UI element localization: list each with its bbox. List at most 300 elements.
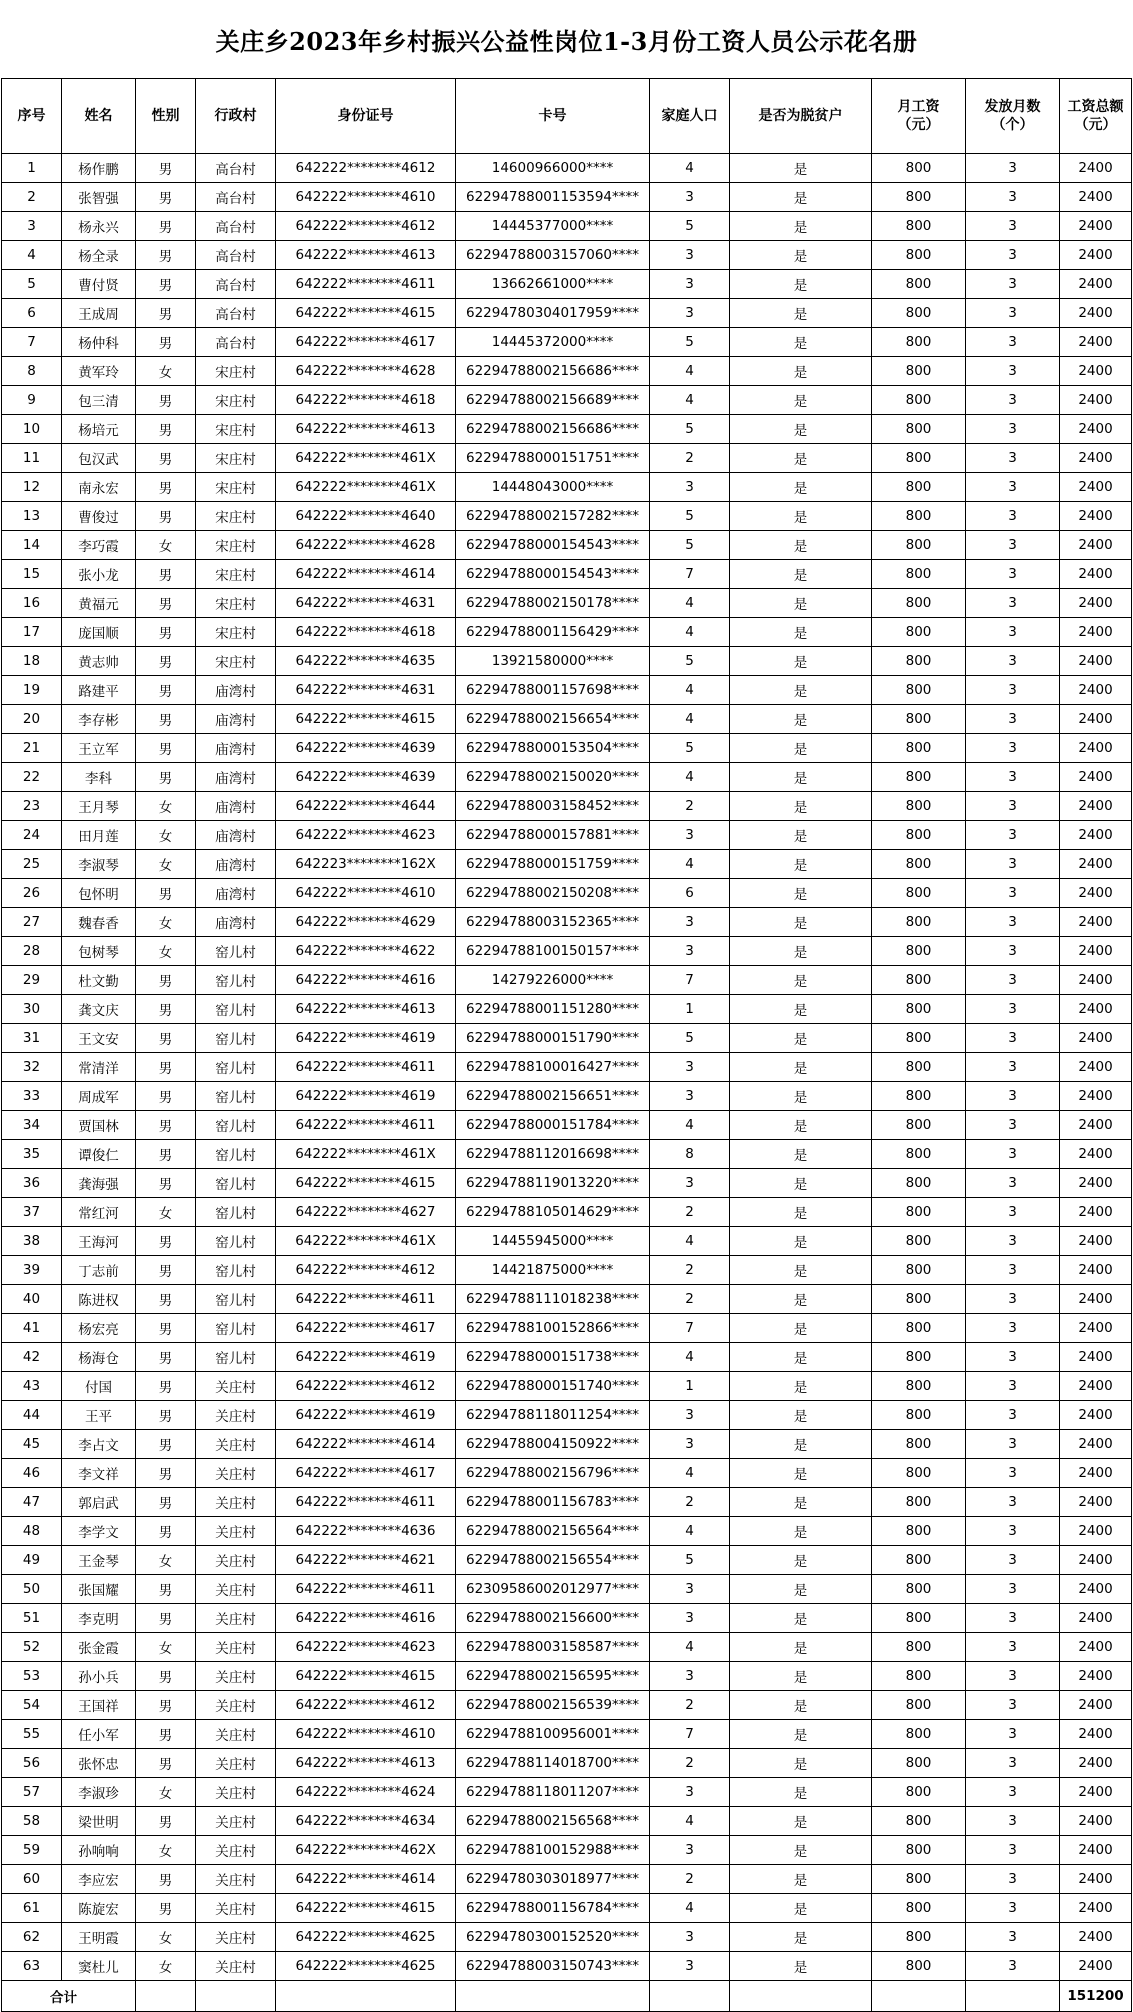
cell-family-size: 3 [650,821,730,850]
header-months [966,79,1060,154]
cell-total-wage: 2400 [1060,415,1132,444]
cell-total-wage: 2400 [1060,1604,1132,1633]
cell-gender: 男 [136,415,196,444]
cell-total-wage: 2400 [1060,908,1132,937]
cell-months-paid: 3 [966,1140,1060,1169]
cell-total-wage: 2400 [1060,1053,1132,1082]
cell-total-wage: 2400 [1060,792,1132,821]
cell-family-size: 6 [650,879,730,908]
cell-gender: 男 [136,1691,196,1720]
cell-months-paid: 3 [966,1430,1060,1459]
cell-name: 杨海仓 [62,1343,136,1372]
cell-family-size: 1 [650,995,730,1024]
cell-gender: 男 [136,1053,196,1082]
cell-total-wage: 2400 [1060,1285,1132,1314]
cell-id-number: 642222********4612 [276,154,456,183]
cell-id-number: 642222********4640 [276,502,456,531]
cell-no: 15 [2,560,62,589]
cell-total-wage: 2400 [1060,995,1132,1024]
cell-village: 关庄村 [196,1952,276,1981]
cell-card-number: 62294788114018700**** [456,1749,650,1778]
cell-village: 窑儿村 [196,1140,276,1169]
cell-months-paid: 3 [966,1256,1060,1285]
cell-card-number: 14279226000**** [456,966,650,995]
cell-family-size: 4 [650,154,730,183]
cell-village: 关庄村 [196,1401,276,1430]
cell-months-paid: 3 [966,1343,1060,1372]
cell-village: 宋庄村 [196,589,276,618]
cell-card-number: 62294788002156600**** [456,1604,650,1633]
cell-gender: 女 [136,850,196,879]
cell-card-number: 62294788112016698**** [456,1140,650,1169]
cell-gender: 男 [136,1111,196,1140]
cell-no: 17 [2,618,62,647]
cell-id-number: 642222********4628 [276,357,456,386]
cell-poverty-status: 是 [730,1198,872,1227]
total-empty-cell [966,1981,1060,2012]
cell-months-paid: 3 [966,386,1060,415]
cell-months-paid: 3 [966,995,1060,1024]
cell-months-paid: 3 [966,705,1060,734]
cell-monthly-wage: 800 [872,328,966,357]
cell-poverty-status: 是 [730,1923,872,1952]
total-empty-cell [276,1981,456,2012]
cell-name: 包汉武 [62,444,136,473]
cell-monthly-wage: 800 [872,937,966,966]
cell-village: 高台村 [196,328,276,357]
cell-card-number: 62294780304017959**** [456,299,650,328]
table-row [2,357,1132,386]
cell-village: 关庄村 [196,1865,276,1894]
cell-name: 黄军玲 [62,357,136,386]
cell-no: 40 [2,1285,62,1314]
table-row [2,1169,1132,1198]
cell-village: 窑儿村 [196,1314,276,1343]
cell-id-number: 642222********4615 [276,1662,456,1691]
cell-village: 窑儿村 [196,1024,276,1053]
cell-no: 11 [2,444,62,473]
cell-poverty-status: 是 [730,1836,872,1865]
cell-family-size: 4 [650,705,730,734]
cell-card-number: 14421875000**** [456,1256,650,1285]
cell-no: 2 [2,183,62,212]
cell-months-paid: 3 [966,734,1060,763]
cell-village: 庙湾村 [196,879,276,908]
table-row [2,937,1132,966]
cell-family-size: 3 [650,908,730,937]
cell-poverty-status: 是 [730,1604,872,1633]
cell-card-number: 62294788111018238**** [456,1285,650,1314]
table-row [2,183,1132,212]
cell-no: 14 [2,531,62,560]
cell-no: 62 [2,1923,62,1952]
cell-name: 王成周 [62,299,136,328]
cell-monthly-wage: 800 [872,1778,966,1807]
cell-village: 窑儿村 [196,995,276,1024]
cell-village: 关庄村 [196,1372,276,1401]
cell-gender: 男 [136,734,196,763]
cell-months-paid: 3 [966,937,1060,966]
cell-name: 陈进权 [62,1285,136,1314]
cell-monthly-wage: 800 [872,299,966,328]
cell-card-number: 62294788002156654**** [456,705,650,734]
cell-monthly-wage: 800 [872,1198,966,1227]
cell-id-number: 642222********4623 [276,1633,456,1662]
cell-poverty-status: 是 [730,1053,872,1082]
cell-village: 庙湾村 [196,705,276,734]
cell-monthly-wage: 800 [872,560,966,589]
cell-family-size: 3 [650,299,730,328]
cell-months-paid: 3 [966,1807,1060,1836]
cell-monthly-wage: 800 [872,676,966,705]
table-row [2,676,1132,705]
cell-name: 杨仲科 [62,328,136,357]
cell-poverty-status: 是 [730,357,872,386]
cell-no: 48 [2,1517,62,1546]
table-row [2,386,1132,415]
header-monthly-line2: （元） [897,117,940,133]
cell-id-number: 642222********4617 [276,1459,456,1488]
cell-village: 宋庄村 [196,473,276,502]
cell-village: 庙湾村 [196,763,276,792]
cell-name: 路建平 [62,676,136,705]
cell-village: 窑儿村 [196,937,276,966]
cell-gender: 女 [136,1952,196,1981]
cell-total-wage: 2400 [1060,879,1132,908]
cell-village: 宋庄村 [196,502,276,531]
cell-card-number: 62294788001153594**** [456,183,650,212]
cell-months-paid: 3 [966,1749,1060,1778]
cell-total-wage: 2400 [1060,1024,1132,1053]
table-row [2,1778,1132,1807]
cell-no: 52 [2,1633,62,1662]
roster-body [2,154,1132,1981]
roster-table-wrapper [1,78,1131,2012]
cell-poverty-status: 是 [730,1314,872,1343]
cell-family-size: 5 [650,502,730,531]
cell-poverty-status: 是 [730,386,872,415]
cell-family-size: 7 [650,1720,730,1749]
cell-total-wage: 2400 [1060,1430,1132,1459]
cell-gender: 男 [136,966,196,995]
cell-id-number: 642222********4611 [276,1488,456,1517]
cell-name: 杨宏亮 [62,1314,136,1343]
cell-name: 谭俊仁 [62,1140,136,1169]
cell-poverty-status: 是 [730,270,872,299]
cell-card-number: 62294788118011254**** [456,1401,650,1430]
cell-family-size: 3 [650,473,730,502]
cell-village: 关庄村 [196,1691,276,1720]
header-village: 行政村 [196,79,276,154]
cell-no: 38 [2,1227,62,1256]
cell-card-number: 62294788000151740**** [456,1372,650,1401]
cell-gender: 男 [136,1575,196,1604]
cell-card-number: 62294780300152520**** [456,1923,650,1952]
cell-name: 南永宏 [62,473,136,502]
cell-name: 陈旋宏 [62,1894,136,1923]
table-row [2,270,1132,299]
cell-months-paid: 3 [966,1053,1060,1082]
cell-id-number: 642222********4614 [276,1430,456,1459]
cell-card-number: 62294788001151280**** [456,995,650,1024]
table-row [2,473,1132,502]
cell-name: 王明霞 [62,1923,136,1952]
table-row [2,1227,1132,1256]
cell-poverty-status: 是 [730,328,872,357]
cell-poverty-status: 是 [730,1488,872,1517]
table-row [2,1082,1132,1111]
cell-total-wage: 2400 [1060,1488,1132,1517]
cell-id-number: 642222********4611 [276,1111,456,1140]
cell-village: 关庄村 [196,1517,276,1546]
cell-card-number: 62294788000154543**** [456,531,650,560]
cell-total-wage: 2400 [1060,299,1132,328]
table-row [2,1517,1132,1546]
cell-monthly-wage: 800 [872,647,966,676]
cell-gender: 男 [136,618,196,647]
cell-total-wage: 2400 [1060,1720,1132,1749]
cell-gender: 男 [136,995,196,1024]
cell-village: 关庄村 [196,1546,276,1575]
cell-total-wage: 2400 [1060,1633,1132,1662]
cell-gender: 男 [136,502,196,531]
cell-monthly-wage: 800 [872,1517,966,1546]
cell-family-size: 2 [650,1691,730,1720]
header-total [1060,79,1132,154]
cell-no: 51 [2,1604,62,1633]
cell-no: 30 [2,995,62,1024]
cell-id-number: 642222********461X [276,1140,456,1169]
table-row [2,212,1132,241]
cell-name: 魏春香 [62,908,136,937]
table-row [2,1343,1132,1372]
cell-id-number: 642222********4613 [276,241,456,270]
header-family: 家庭人口 [650,79,730,154]
cell-id-number: 642222********4613 [276,995,456,1024]
cell-no: 18 [2,647,62,676]
cell-id-number: 642222********4613 [276,415,456,444]
cell-poverty-status: 是 [730,995,872,1024]
cell-gender: 女 [136,531,196,560]
cell-card-number: 62294788118011207**** [456,1778,650,1807]
table-row [2,444,1132,473]
cell-id-number: 642222********4631 [276,676,456,705]
cell-no: 32 [2,1053,62,1082]
header-card: 卡号 [456,79,650,154]
header-monthly-line1: 月工资 [897,99,940,115]
header-poor: 是否为脱贫户 [730,79,872,154]
cell-card-number: 14600966000**** [456,154,650,183]
cell-monthly-wage: 800 [872,1865,966,1894]
table-row [2,1923,1132,1952]
cell-gender: 男 [136,1604,196,1633]
cell-monthly-wage: 800 [872,1285,966,1314]
cell-village: 窑儿村 [196,1053,276,1082]
cell-village: 庙湾村 [196,792,276,821]
cell-id-number: 642222********461X [276,1227,456,1256]
cell-family-size: 1 [650,1372,730,1401]
cell-gender: 男 [136,212,196,241]
cell-name: 郭启武 [62,1488,136,1517]
total-empty-cell [456,1981,650,2012]
cell-monthly-wage: 800 [872,212,966,241]
table-row [2,1865,1132,1894]
cell-poverty-status: 是 [730,1865,872,1894]
cell-id-number: 642222********461X [276,473,456,502]
cell-card-number: 62294788001156429**** [456,618,650,647]
cell-village: 庙湾村 [196,734,276,763]
cell-name: 龚海强 [62,1169,136,1198]
cell-gender: 女 [136,821,196,850]
cell-no: 56 [2,1749,62,1778]
cell-poverty-status: 是 [730,1517,872,1546]
cell-poverty-status: 是 [730,1662,872,1691]
cell-months-paid: 3 [966,1575,1060,1604]
cell-id-number: 642222********4629 [276,908,456,937]
cell-gender: 女 [136,908,196,937]
cell-gender: 男 [136,560,196,589]
cell-family-size: 3 [650,1430,730,1459]
cell-name: 窦杜儿 [62,1952,136,1981]
cell-no: 49 [2,1546,62,1575]
cell-no: 61 [2,1894,62,1923]
cell-poverty-status: 是 [730,1024,872,1053]
cell-family-size: 5 [650,1546,730,1575]
cell-poverty-status: 是 [730,444,872,473]
cell-card-number: 62294788002156796**** [456,1459,650,1488]
table-row [2,792,1132,821]
table-row [2,154,1132,183]
cell-name: 田月莲 [62,821,136,850]
cell-poverty-status: 是 [730,908,872,937]
cell-months-paid: 3 [966,299,1060,328]
cell-no: 45 [2,1430,62,1459]
cell-name: 杨作鹏 [62,154,136,183]
cell-family-size: 3 [650,241,730,270]
cell-total-wage: 2400 [1060,1517,1132,1546]
cell-no: 21 [2,734,62,763]
cell-monthly-wage: 800 [872,1111,966,1140]
cell-family-size: 5 [650,415,730,444]
cell-months-paid: 3 [966,502,1060,531]
cell-village: 高台村 [196,299,276,328]
cell-card-number: 62294788002150208**** [456,879,650,908]
cell-id-number: 642222********4611 [276,1575,456,1604]
cell-family-size: 3 [650,1836,730,1865]
cell-gender: 女 [136,1778,196,1807]
table-row [2,502,1132,531]
cell-family-size: 2 [650,444,730,473]
cell-card-number: 62294788003158452**** [456,792,650,821]
cell-card-number: 14455945000**** [456,1227,650,1256]
table-row [2,1836,1132,1865]
table-row [2,299,1132,328]
cell-monthly-wage: 800 [872,1140,966,1169]
cell-card-number: 62294788100956001**** [456,1720,650,1749]
cell-card-number: 62294788000151751**** [456,444,650,473]
cell-id-number: 642222********4619 [276,1082,456,1111]
cell-family-size: 4 [650,357,730,386]
table-row [2,1111,1132,1140]
cell-gender: 女 [136,1923,196,1952]
total-empty-cell [650,1981,730,2012]
cell-gender: 男 [136,647,196,676]
cell-id-number: 642222********4616 [276,1604,456,1633]
cell-village: 窑儿村 [196,1082,276,1111]
cell-gender: 男 [136,1140,196,1169]
cell-total-wage: 2400 [1060,1749,1132,1778]
cell-monthly-wage: 800 [872,1720,966,1749]
cell-months-paid: 3 [966,154,1060,183]
cell-poverty-status: 是 [730,1952,872,1981]
cell-months-paid: 3 [966,1459,1060,1488]
cell-months-paid: 3 [966,647,1060,676]
cell-poverty-status: 是 [730,1256,872,1285]
cell-family-size: 4 [650,1111,730,1140]
cell-months-paid: 3 [966,1285,1060,1314]
cell-id-number: 642222********4622 [276,937,456,966]
cell-no: 50 [2,1575,62,1604]
cell-no: 26 [2,879,62,908]
cell-name: 李克明 [62,1604,136,1633]
cell-id-number: 642222********4634 [276,1807,456,1836]
cell-gender: 男 [136,1169,196,1198]
cell-name: 王平 [62,1401,136,1430]
cell-monthly-wage: 800 [872,821,966,850]
cell-id-number: 642222********4612 [276,1691,456,1720]
cell-name: 贾国林 [62,1111,136,1140]
cell-family-size: 4 [650,618,730,647]
cell-poverty-status: 是 [730,1575,872,1604]
cell-village: 宋庄村 [196,560,276,589]
cell-name: 曹俊过 [62,502,136,531]
cell-poverty-status: 是 [730,1749,872,1778]
cell-name: 杨永兴 [62,212,136,241]
cell-total-wage: 2400 [1060,1923,1132,1952]
cell-poverty-status: 是 [730,1778,872,1807]
table-row [2,1372,1132,1401]
cell-name: 庞国顺 [62,618,136,647]
table-row [2,1256,1132,1285]
cell-monthly-wage: 800 [872,531,966,560]
cell-no: 23 [2,792,62,821]
cell-months-paid: 3 [966,1227,1060,1256]
cell-card-number: 62294788003157060**** [456,241,650,270]
table-row [2,966,1132,995]
cell-poverty-status: 是 [730,850,872,879]
cell-months-paid: 3 [966,473,1060,502]
cell-poverty-status: 是 [730,763,872,792]
cell-poverty-status: 是 [730,1401,872,1430]
cell-id-number: 642222********4612 [276,1372,456,1401]
header-name: 姓名 [62,79,136,154]
cell-card-number: 62294788002156554**** [456,1546,650,1575]
cell-card-number: 62294788002156689**** [456,386,650,415]
cell-no: 55 [2,1720,62,1749]
cell-monthly-wage: 800 [872,473,966,502]
cell-monthly-wage: 800 [872,1894,966,1923]
cell-months-paid: 3 [966,1865,1060,1894]
cell-village: 关庄村 [196,1662,276,1691]
cell-monthly-wage: 800 [872,1227,966,1256]
cell-no: 6 [2,299,62,328]
cell-poverty-status: 是 [730,618,872,647]
cell-village: 窑儿村 [196,1169,276,1198]
total-row [2,1981,1132,2012]
cell-card-number: 62294788003152365**** [456,908,650,937]
cell-card-number: 62294788000151738**** [456,1343,650,1372]
cell-family-size: 3 [650,1604,730,1633]
